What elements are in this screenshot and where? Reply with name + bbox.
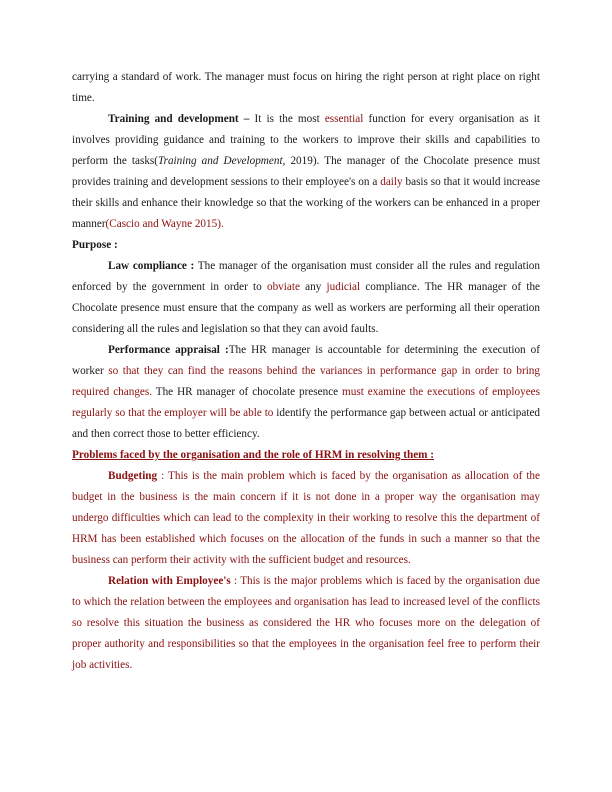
performance-text-3: identify the performance gap between actual or anticipated and then correct those to better efficiency. xyxy=(72,407,540,440)
paragraph-relation-with-employees xyxy=(72,571,540,676)
training-citation-cascio: (Cascio and Wayne 2015). xyxy=(105,218,224,230)
budgeting-text: : This is the main problem which is faced by the organisation as allocation of the budget in the business is the main concern if it is not done in a proper way the organisation may undergo difficulties which can lead to the complexity in their working to resolve this the department of HRM has been established which focuses on the allocation of the funds in such a manner so that the business can perform their activity with the sufficient budget and resources. xyxy=(72,470,540,566)
relation-title: Relation with Employee's xyxy=(108,575,231,587)
performance-highlight-1: so that they can find the reasons behind the variances in performance gap in order to bring required changes. xyxy=(72,365,540,398)
training-highlight-daily: daily xyxy=(380,176,403,188)
paragraph-training-development xyxy=(72,109,540,235)
law-highlight-judicial: judicial xyxy=(326,281,361,293)
paragraph-continuation xyxy=(72,67,540,109)
continuation-text: carrying a standard of work. The manager must focus on hiring the right person at right place on right time. xyxy=(72,71,540,104)
document-page xyxy=(72,67,540,676)
training-text-3: 2019). The manager of the Chocolate presence must provides training and development sessions to their employee's on a xyxy=(72,155,540,188)
law-text-1: The manager of the organisation must consider all the rules and regulation enforced by the government in order to xyxy=(72,260,540,293)
relation-text: : This is the major problems which is faced by the organisation due to which the relation between the employees and organisation has lead to increased level of the conflicts so resolve this situation the business as considered the HR who focuses more on the delegation of proper authority and responsibilities so that the employees in the organisation feel free to perform their job activities. xyxy=(72,575,540,671)
performance-text-2: The HR manager of chocolate presence xyxy=(152,386,343,398)
law-highlight-obviate: obviate xyxy=(266,281,300,293)
performance-text-1: The HR manager is accountable for determining the execution of worker xyxy=(72,344,541,377)
law-compliance-title: Law compliance : xyxy=(108,260,195,272)
training-text-2: function for every organisation as it involves providing guidance and training to the workers to improve their skills and capabilities to perform the tasks( xyxy=(72,113,540,167)
paragraph-budgeting xyxy=(72,466,540,571)
paragraph-performance-appraisal xyxy=(72,340,540,445)
training-development-title: Training and development – xyxy=(108,113,250,125)
purpose-heading: Purpose : xyxy=(72,239,118,251)
budgeting-title: Budgeting xyxy=(108,470,158,482)
training-citation-italic: Training and Development, xyxy=(158,155,286,167)
performance-highlight-2: must examine the executions of employees regularly so that the employer will be able to xyxy=(72,386,540,419)
law-text-2: any xyxy=(299,281,327,293)
training-highlight-essential: essential xyxy=(324,113,364,125)
training-text-4: basis so that it would increase their skills and enhance their knowledge so that the working of the workers can be enhanced in a proper manner xyxy=(72,176,540,230)
paragraph-law-compliance xyxy=(72,256,540,340)
law-text-3: compliance. The HR manager of the Chocolate presence must ensure that the company as well as workers are performing all their operation considering all the rules and legislation so that they can avoid faults. xyxy=(72,281,541,335)
performance-appraisal-title: Performance appraisal : xyxy=(108,344,229,356)
training-text-1: It is the most xyxy=(249,113,325,125)
problems-heading: Problems faced by the organisation and the role of HRM in resolving them : xyxy=(72,449,435,461)
